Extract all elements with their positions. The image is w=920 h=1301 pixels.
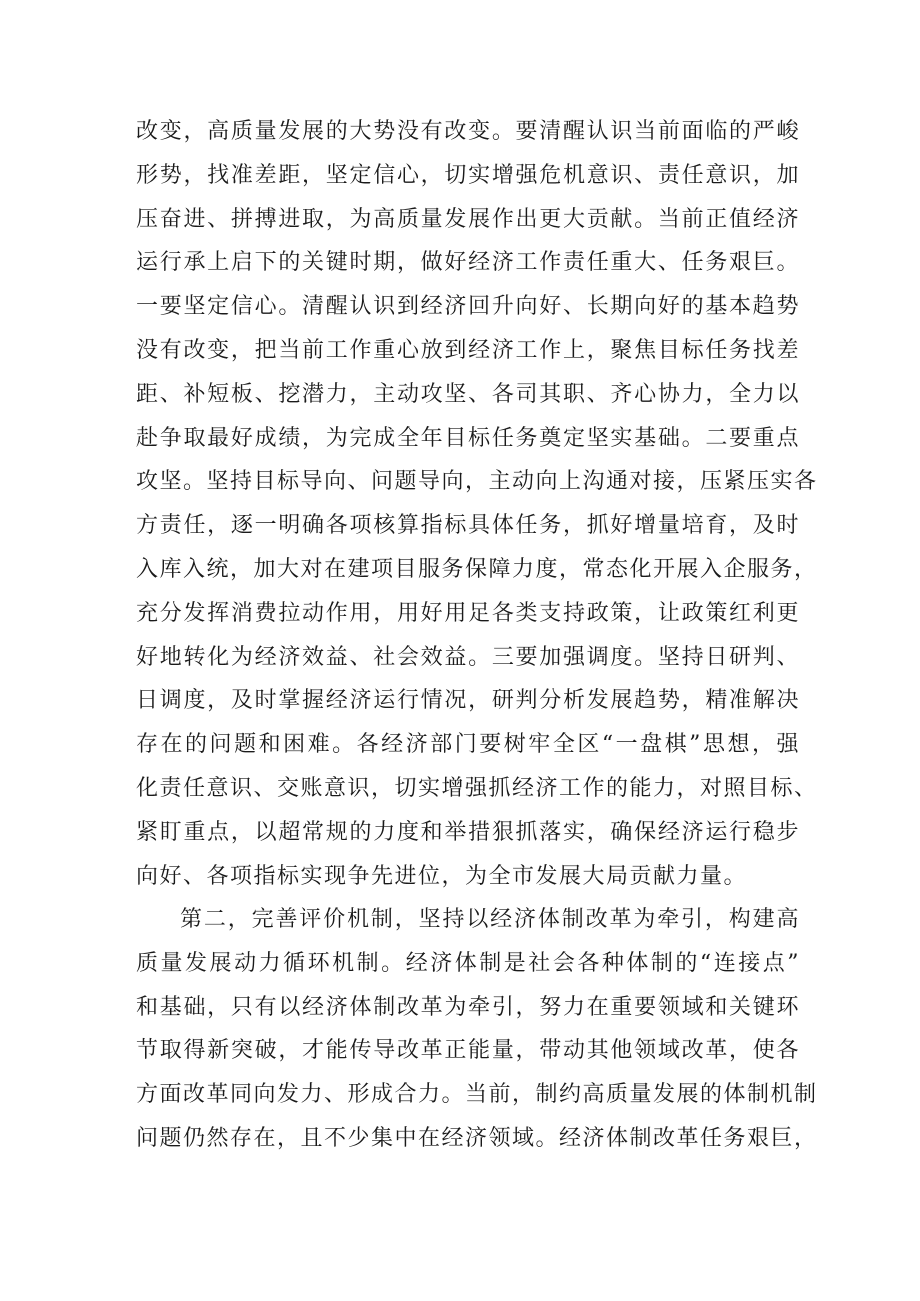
paragraph-line: 改变，高质量发展的大势没有改变。要清醒认识当前面临的严峻: [136, 119, 800, 144]
paragraph-line: 存在的问题和困难。各经济部门要树牢全区“一盘棋”思想，强: [136, 732, 800, 758]
paragraph-1: [136, 110, 818, 898]
paragraph-line: 压奋进、拼搏进取，为高质量发展作出更大贡献。当前正值经济: [136, 206, 800, 232]
paragraph-line: 好地转化为经济效益、社会效益。三要加强调度。坚持日研判、: [136, 644, 800, 670]
paragraph-line: 方责任，逐一明确各项核算指标具体任务，抓好增量培育，及时: [136, 513, 800, 539]
paragraph-line: 没有改变，把当前工作重心放到经济工作上，聚焦目标任务找差: [136, 337, 800, 363]
paragraph-line: 化责任意识、交账意识，切实增强抓经济工作的能力，对照目标、: [136, 775, 818, 801]
paragraph-line: 运行承上启下的关键时期，做好经济工作责任重大、任务艰巨。: [136, 250, 800, 276]
paragraph-line: 向好、各项指标实现争先进位，为全市发展大局贡献力量。: [136, 863, 748, 889]
paragraph-line: 攻坚。坚持目标导向、问题导向，主动向上沟通对接，压紧压实各: [136, 469, 818, 495]
paragraph-line: 问题仍然存在，且不少集中在经济领域。经济体制改革任务艰巨，: [136, 1125, 818, 1151]
paragraph-line: 入库入统，加大对在建项目服务保障力度，常态化开展入企服务，: [136, 556, 818, 582]
paragraph-2: [136, 898, 818, 1161]
paragraph-line: 紧盯重点，以超常规的力度和举措狠抓落实，确保经济运行稳步: [136, 819, 800, 845]
paragraph-line: 日调度，及时掌握经济运行情况，研判分析发展趋势，精准解决: [136, 688, 800, 714]
paragraph-line: 距、补短板、挖潜力，主动攻坚、各司其职、齐心协力，全力以: [136, 381, 800, 407]
paragraph-line: 节取得新突破，才能传导改革正能量，带动其他领域改革，使各: [136, 1038, 800, 1064]
paragraph-line: 方面改革同向发力、形成合力。当前，制约高质量发展的体制机制: [136, 1082, 818, 1108]
paragraph-line: 形势，找准差距，坚定信心，切实增强危机意识、责任意识，加: [136, 162, 800, 188]
paragraph-line: 充分发挥消费拉动作用，用好用足各类支持政策，让政策红利更: [136, 600, 800, 626]
paragraph-line: 第二，完善评价机制，坚持以经济体制改革为牵引，构建高: [180, 907, 800, 932]
paragraph-line: 一要坚定信心。清醒认识到经济回升向好、长期向好的基本趋势: [136, 294, 800, 320]
paragraph-line: 质量发展动力循环机制。经济体制是社会各种体制的“连接点”: [136, 950, 800, 976]
paragraph-line: 和基础，只有以经济体制改革为牵引，努力在重要领域和关键环: [136, 994, 800, 1020]
paragraph-line: 赴争取最好成绩，为完成全年目标任务奠定坚实基础。二要重点: [136, 425, 800, 451]
